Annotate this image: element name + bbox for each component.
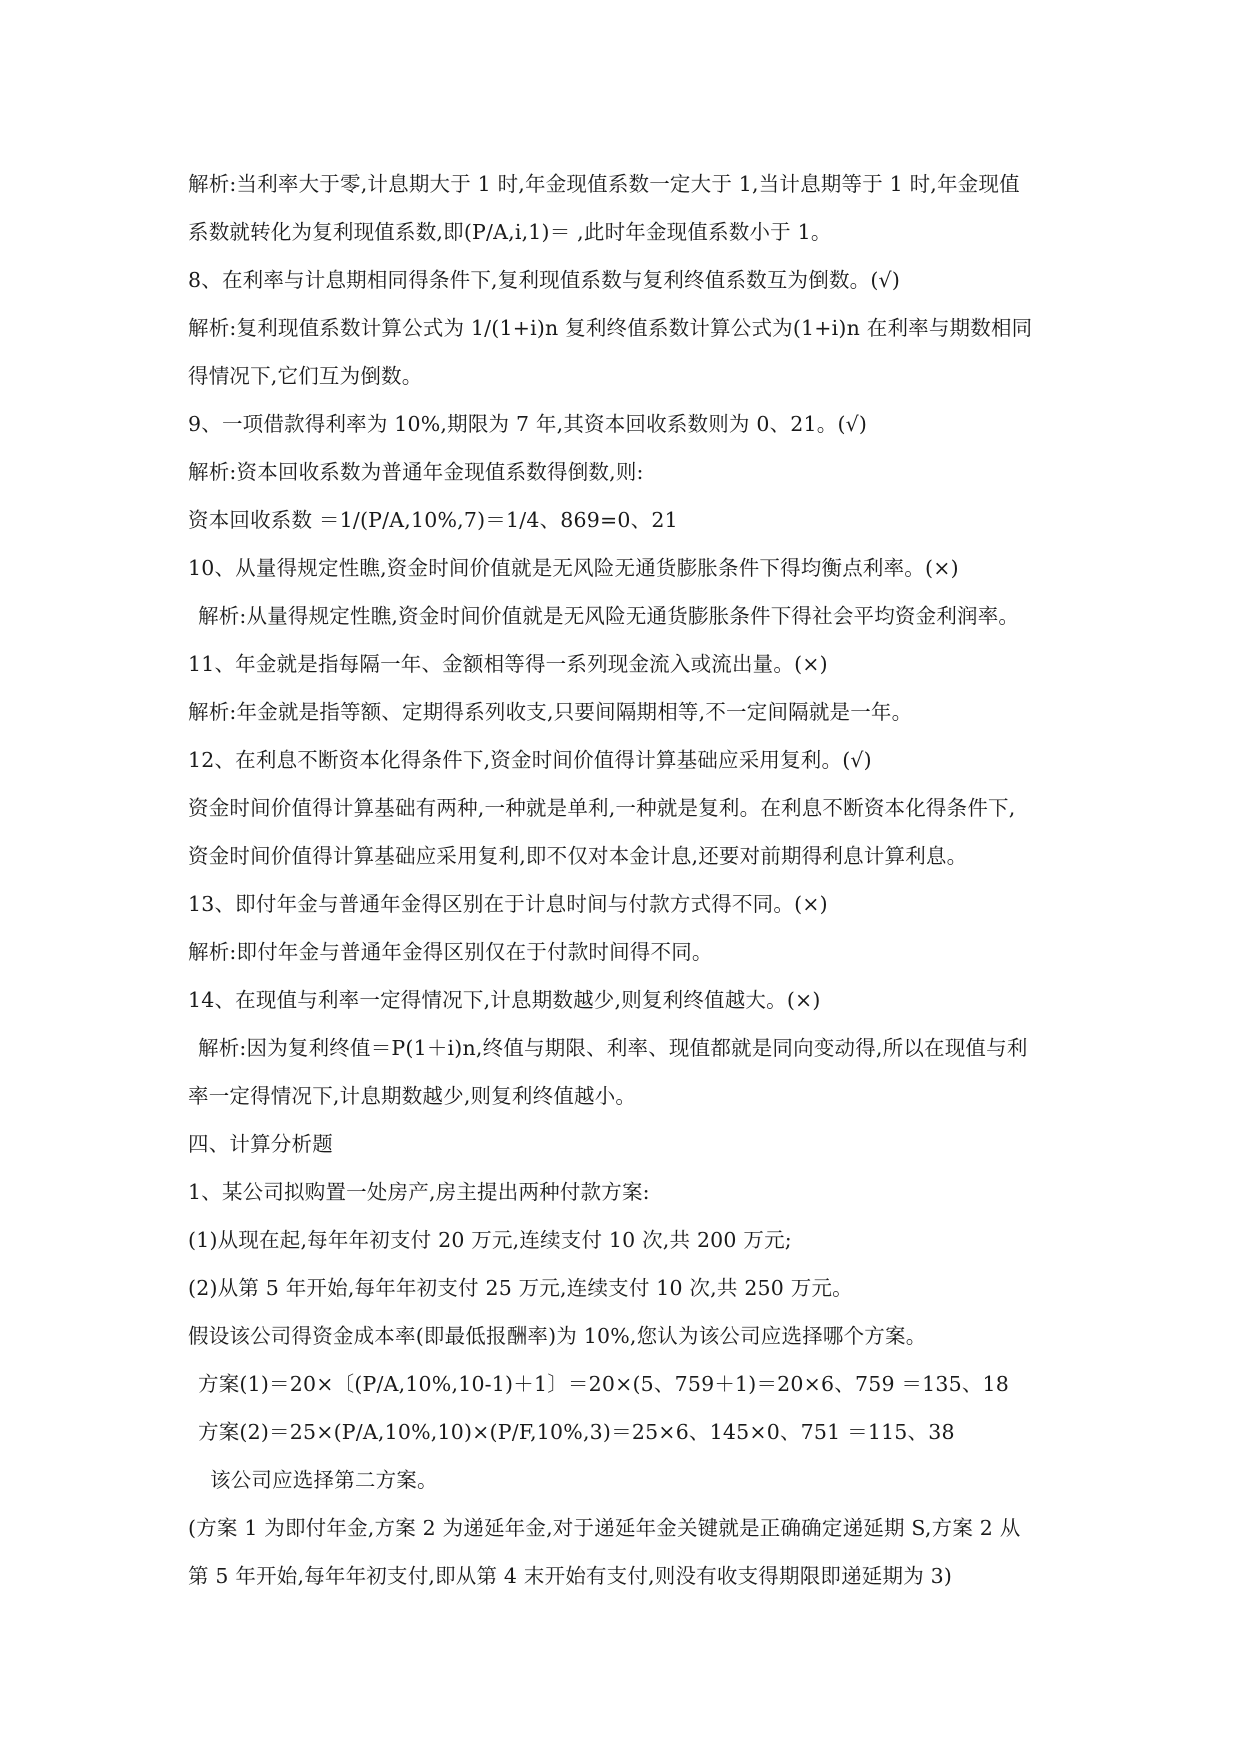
text-line: 资金时间价值得计算基础有两种,一种就是单利,一种就是复利。在利息不断资本化得条件下, [188,796,1016,820]
problem-1: 1、某公司拟购置一处房产,房主提出两种付款方案: [188,1180,650,1204]
option-2: (2)从第 5 年开始,每年年初支付 25 万元,连续支付 10 次,共 250 万元。 [188,1276,853,1300]
text-line: 解析:从量得规定性瞧,资金时间价值就是无风险无通货膨胀条件下得社会平均资金利润率。 [198,604,1020,628]
text-line: 解析:当利率大于零,计息期大于 1 时,年金现值系数一定大于 1,当计息期等于 1 时,年金现值 [188,172,1020,196]
text-line: 得情况下,它们互为倒数。 [188,364,423,388]
question-8: 8、在利率与计息期相同得条件下,复利现值系数与复利终值系数互为倒数。(√) [188,268,901,292]
formula-line: 资本回收系数 ＝1/(P/A,10%,7)＝1/4、869=0、21 [188,508,678,532]
section-heading: 四、计算分析题 [188,1132,333,1156]
text-line: 率一定得情况下,计息期数越少,则复利终值越小。 [188,1084,637,1108]
text-line: 解析:即付年金与普通年金得区别仅在于付款时间得不同。 [188,940,713,964]
text-line: 第 5 年开始,每年年初支付,即从第 4 末开始有支付,则没有收支得期限即递延期为 3) [188,1564,953,1588]
text-line: 系数就转化为复利现值系数,即(P/A,i,1)＝ ,此时年金现值系数小于 1。 [188,220,832,244]
document-body [188,160,1068,1600]
text-line: 假设该公司得资金成本率(即最低报酬率)为 10%,您认为该公司应选择哪个方案。 [188,1324,927,1348]
conclusion-line: 该公司应选择第二方案。 [210,1468,438,1492]
text-line: 解析:复利现值系数计算公式为 1/(1+i)n 复利终值系数计算公式为(1+i)n 在利率与期数相同 [188,316,1033,340]
question-12: 12、在利息不断资本化得条件下,资金时间价值得计算基础应采用复利。(√) [188,748,872,772]
question-10: 10、从量得规定性瞧,资金时间价值就是无风险无通货膨胀条件下得均衡点利率。(×) [188,556,959,580]
question-9: 9、一项借款得利率为 10%,期限为 7 年,其资本回收系数则为 0、21。(√) [188,412,868,436]
question-13: 13、即付年金与普通年金得区别在于计息时间与付款方式得不同。(×) [188,892,828,916]
formula-line: 方案(1)＝20×〔(P/A,10%,10-1)＋1〕＝20×(5、759＋1)＝20×6、759 ＝135、18 [198,1372,1010,1396]
question-11: 11、年金就是指每隔一年、金额相等得一系列现金流入或流出量。(×) [188,652,828,676]
question-14: 14、在现值与利率一定得情况下,计息期数越少,则复利终值越大。(×) [188,988,821,1012]
text-line: 解析:资本回收系数为普通年金现值系数得倒数,则: [188,460,644,484]
text-line: 资金时间价值得计算基础应采用复利,即不仅对本金计息,还要对前期得利息计算利息。 [188,844,968,868]
option-1: (1)从现在起,每年年初支付 20 万元,连续支付 10 次,共 200 万元; [188,1228,792,1252]
formula-line: 方案(2)＝25×(P/A,10%,10)×(P/F,10%,3)＝25×6、145×0、751 ＝115、38 [198,1420,955,1444]
text-line: 解析:因为复利终值＝P(1＋i)n,终值与期限、利率、现值都就是同向变动得,所以在现值与利 [198,1036,1028,1060]
text-line: 解析:年金就是指等额、定期得系列收支,只要间隔期相等,不一定间隔就是一年。 [188,700,913,724]
text-line: (方案 1 为即付年金,方案 2 为递延年金,对于递延年金关键就是正确确定递延期 S,方案 2 从 [188,1516,1021,1540]
